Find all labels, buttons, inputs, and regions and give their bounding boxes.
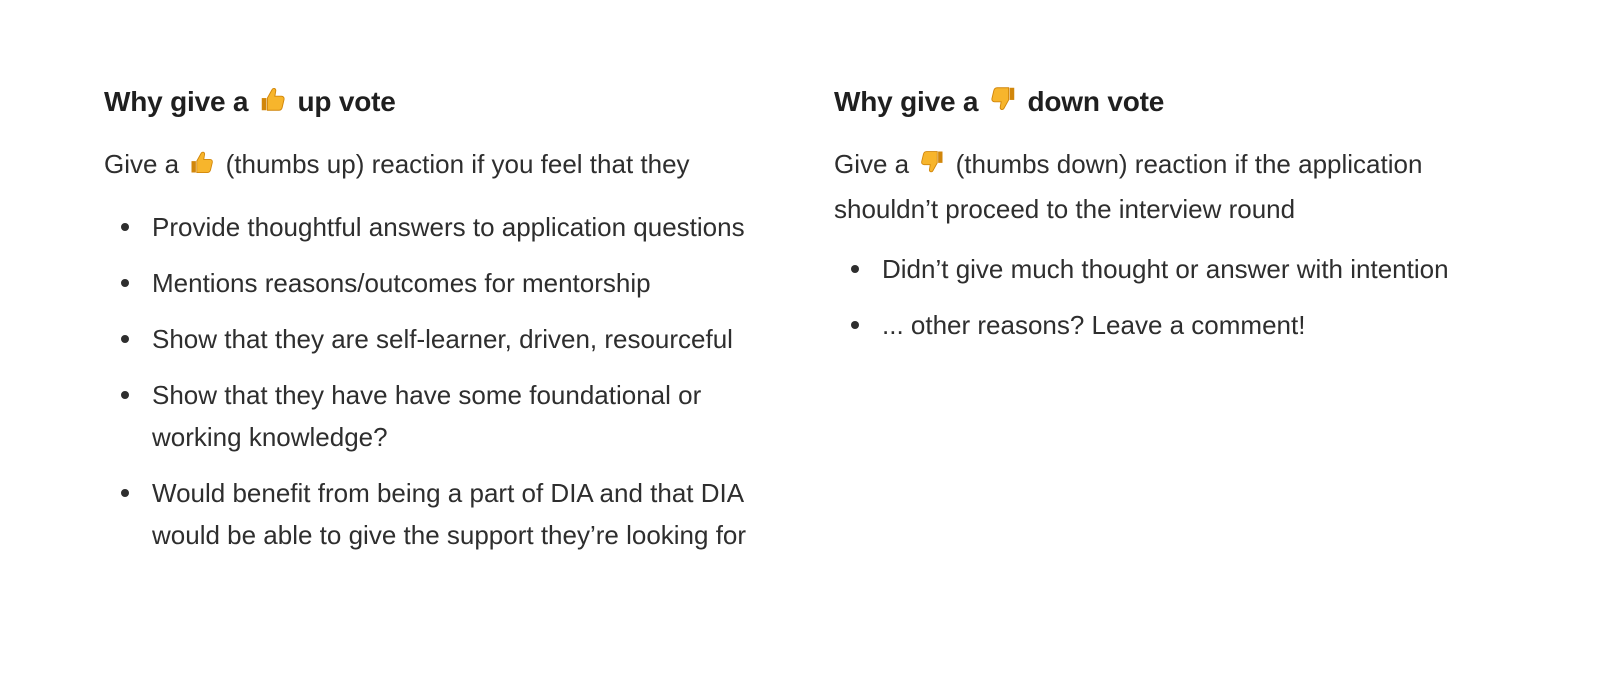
- bullet-icon: [121, 279, 129, 287]
- list-item-text: Mentions reasons/outcomes for mentorship: [152, 268, 651, 298]
- bullet-icon: [121, 391, 129, 399]
- list-item-text: Show that they are self-learner, driven, resourceful: [152, 324, 733, 354]
- upvote-intro: [104, 143, 784, 188]
- list-item: [834, 248, 1514, 290]
- list-item: [104, 262, 784, 304]
- list-item-text: Would benefit from being a part of DIA and that DIA would be able to give the support they’re looking for: [152, 478, 747, 550]
- bullet-icon: [121, 223, 129, 231]
- bullet-icon: [121, 489, 129, 497]
- downvote-heading-post: down vote: [1027, 86, 1165, 117]
- bullet-icon: [851, 321, 859, 329]
- downvote-intro-post: (thumbs down) reaction if the application shouldn’t proceed to the interview round: [834, 149, 1423, 224]
- upvote-reasons-list: [104, 206, 784, 556]
- bullet-icon: [851, 265, 859, 273]
- upvote-intro-post: (thumbs up) reaction if you feel that they: [225, 149, 690, 179]
- list-item: [104, 374, 784, 458]
- downvote-intro-pre: Give a: [834, 149, 910, 179]
- list-item-text: Provide thoughtful answers to application questions: [152, 212, 745, 242]
- downvote-section: [834, 80, 1514, 360]
- upvote-heading-pre: Why give a: [104, 86, 249, 117]
- list-item: [104, 318, 784, 360]
- downvote-heading-pre: Why give a: [834, 86, 979, 117]
- list-item-text: ... other reasons? Leave a comment!: [882, 310, 1306, 340]
- downvote-reasons-list: [834, 248, 1514, 346]
- downvote-heading: [834, 80, 1514, 127]
- thumbs-up-icon: [258, 83, 288, 127]
- upvote-heading-post: up vote: [297, 86, 396, 117]
- list-item: [104, 472, 784, 556]
- downvote-intro: [834, 143, 1514, 230]
- bullet-icon: [121, 335, 129, 343]
- thumbs-down-icon: [988, 83, 1018, 127]
- upvote-intro-pre: Give a: [104, 149, 180, 179]
- list-item-text: Didn’t give much thought or answer with intention: [882, 254, 1449, 284]
- thumbs-up-icon: [188, 146, 216, 188]
- upvote-section: [104, 80, 784, 570]
- list-item-text: Show that they have have some foundational or working knowledge?: [152, 380, 702, 452]
- list-item: [834, 304, 1514, 346]
- thumbs-down-icon: [918, 146, 946, 188]
- list-item: [104, 206, 784, 248]
- upvote-heading: [104, 80, 784, 127]
